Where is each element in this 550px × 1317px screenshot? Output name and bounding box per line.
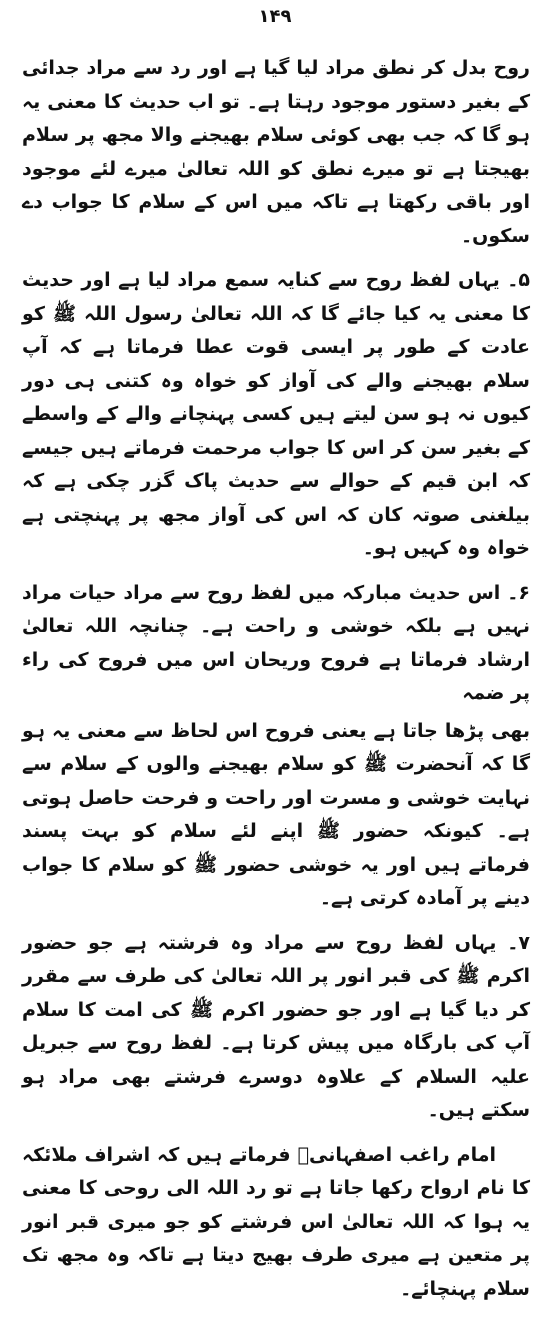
paragraph-point-6: ۶۔ اس حدیث مبارکہ میں لفظ روح سے مراد حیات مراد نہیں ہے بلکہ خوشی و راحت ہے۔ چنانچہ اللہ تعالیٰ ارشاد فرماتا ہے فروح وریحان اس میں فروح کی راء پر ضمہ	[22, 581, 530, 704]
paragraph-1: روح بدل کر نطق مراد لیا گیا ہے اور رد سے مراد جدائی کے بغیر دستور موجود رہتا ہے۔ تو اب حدیث کا معنی یہ ہو گا کہ جب بھی کوئی سلام بھیجنے والا مجھ پر سلام بھیجتا ہے تو میرے نطق کو اللہ تعالیٰ میرے لئے موجود اور باقی رکھتا ہے تاکہ میں اس کے سلام کا جواب دے سکوں۔	[22, 57, 530, 247]
page-number: ۱۴۹	[258, 6, 292, 27]
paragraph-point-5: ۵۔ یہاں لفظ روح سے کنایہ سمع مراد لیا ہے اور حدیث کا معنی یہ کیا جائے گا کہ اللہ تعالیٰ رسول اللہ ﷺ کو عادت کے طور پر ایسی قوت عطا فرماتا ہے کہ آپ سلام بھیجنے والے کی آواز کو خواہ وہ کتنی ہی دور کیوں نہ ہو سن لیتے ہیں کسی پہنچانے والے کے واسطے کے بغیر سن کر اس کا جواب مرحمت فرماتے ہیں جیسے کہ ابن قیم کے حوالے سے حدیث پاک گزر چکی ہے کہ بیلغنی صوتہ کان کہ اس کی آواز مجھ پر پہنچتی ہے خواہ وہ کہیں ہو۔	[22, 269, 530, 559]
paragraph-point-7: ۷۔ یہاں لفظ روح سے مراد وہ فرشتہ ہے جو حضور اکرم ﷺ کی قبر انور پر اللہ تعالیٰ کی طرف سے مقرر کر دیا گیا ہے اور جو حضور اکرم ﷺ کی امت کا سلام آپ کی بارگاہ میں پیش کرتا ہے۔ لفظ روح سے جبریل علیہ السلام کے علاوہ دوسرے فرشتے بھی مراد ہو سکتے ہیں۔	[22, 931, 530, 1121]
paragraph-imam-raghib: امام راغب اصفہانیؒ فرماتے ہیں کہ اشراف ملائکہ کا نام ارواح رکھا جاتا ہے تو رد اللہ الی روحی کا معنی یہ ہوا کہ اللہ تعالیٰ اس فرشتے کو جو میری قبر انور پر متعین ہے میری طرف بھیج دیتا ہے تاکہ وہ مجھ تک سلام پہنچائے۔	[22, 1143, 530, 1300]
paragraph-continuation: بھی پڑھا جاتا ہے یعنی فروح اس لحاظ سے معنی یہ ہو گا کہ آنحضرت ﷺ کو سلام بھیجنے والوں کے سلام سے نہایت خوشی و مسرت اور راحت و فرحت حاصل ہوتی ہے۔ کیونکہ حضور ﷺ اپنے لئے سلام کو بہت پسند فرماتے ہیں اور یہ خوشی حضور ﷺ کو سلام کا جواب دینے پر آمادہ کرتی ہے۔	[22, 719, 530, 909]
page-body	[22, 52, 530, 1317]
